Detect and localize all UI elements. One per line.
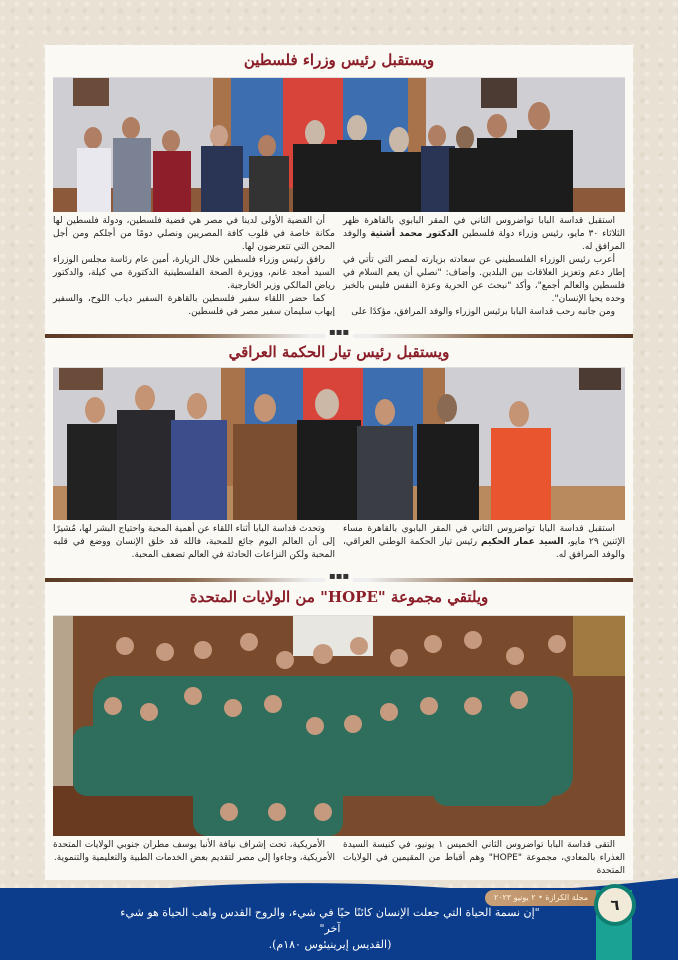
palestine-paragraph-4: أن القضية الأولى لدينا في مصر هي قضية فلسطين، ودولة فلسطين لها مكانة خاصة في قلوب كافة المصريين ونصلي دومًا من أجلكم ومن أجل المحن التي تتعرضون لها.: [53, 216, 335, 252]
palestine-paragraph-6: كما حضر اللقاء سفير فلسطين بالقاهرة السفير دياب اللوح، والسفير إيهاب سليمان سفير مصر في فلسطين.: [53, 294, 335, 317]
iraq-paragraph-2: وتحدث قداسة البابا أثناء اللقاء عن أهمية المحبة واحتياج البشر لها، مُشيرًا إلى أن العالم اليوم جائع للمحبة، فالله قد خلق الإنسان ووضع في قلبه المحبة ولكن النزاعات الحادثة في العالم تضعف المحبة.: [53, 524, 335, 560]
palestine-paragraph-5: رافق رئيس وزراء فلسطين خلال الزيارة، أمين عام رئاسة مجلس الوزراء السيد أمجد غانم، ووزيرة الصحة الفلسطينية الدكتورة مي كيلة، والدكتور رياض المالكي وزير الخارجية.: [53, 255, 335, 291]
palestine-paragraph-3: ومن جانبه رحب قداسة البابا برئيس الوزراء والوفد المرافق، مؤكدًا على: [351, 307, 615, 317]
photo-palestine-delegation: [53, 77, 625, 212]
photo-palestine-image: [53, 78, 625, 212]
page-number: ٦: [594, 884, 636, 926]
palestine-paragraph-2: أعرب رئيس الوزراء الفلسطيني عن سعادته بزيارته لمصر التي تأتي في إطار دعم وتعزيز العلاقات بين البلدين. وأضاف: "نصلي أن يعم السلام في فلسطين والعالم أجمع"، وأكد "نبحث عن الحرية وعزة النفس فليس بالخبز وحده يحيا الإنسان".: [343, 255, 625, 304]
section-title-palestine: ويستقبل رئيس وزراء فلسطين: [243, 51, 435, 69]
separator-dots: ▪▪▪: [325, 572, 353, 582]
footer-quote-text: "إن نسمة الحياة التي جعلت الإنسان كائنًا حيًا في شيء، والروح القدس واهب الحياة هو شيء آخر": [120, 906, 540, 935]
photo-iraq-image: [53, 368, 625, 520]
photo-hope-image: [53, 616, 625, 836]
photo-iraq-delegation: [53, 367, 625, 520]
iraq-text-left: [53, 523, 335, 562]
hope-paragraph-2: الأمريكية، تحت إشراف نيافة الأنبا يوسف مطران جنوبي الولايات المتحدة الأمريكية، وجاءوا إلى مصر لتقديم بعض الخدمات الطبية والتعليمية والتنموية.: [53, 840, 335, 863]
highlighted-name: السيد عمار الحكيم: [481, 537, 564, 547]
hope-text-left: [53, 839, 335, 865]
highlighted-name: الدكتور محمد أشتية: [370, 229, 459, 239]
section-separator: [45, 571, 633, 582]
separator-dots: ▪▪▪: [325, 328, 353, 338]
hope-text-right: [343, 839, 625, 878]
iraq-paragraph-1: استقبل قداسة البابا تواضروس الثاني في المقر البابوي بالقاهرة مساء الإثنين ٢٩ مايو، السيد عمار الحكيم رئيس تيار الحكمة الوطني العراقي، والوفد المرافق له.: [343, 524, 625, 560]
palestine-text-left: [53, 215, 335, 319]
iraq-text-right: [343, 523, 625, 562]
photo-hope-group: [53, 615, 625, 836]
section-separator: [45, 327, 633, 338]
footer-quote-attribution: (القديس إيرينيئوس ١٨٠م).: [268, 938, 392, 951]
article-panel: [45, 45, 633, 880]
section-title-iraq: ويستقبل رئيس تيار الحكمة العراقي: [228, 343, 450, 361]
hope-paragraph-1: التقى قداسة البابا تواضروس الثاني الخميس ١ يونيو، في كنيسة السيدة العذراء بالمعادي، مجموعة "HOPE" وهم أقباط من المقيمين في الولايات المتحدة: [343, 840, 625, 876]
palestine-paragraph-1: استقبل قداسة البابا تواضروس الثاني في المقر البابوي بالقاهرة ظهر الثلاثاء ٣٠ مايو، رئيس وزراء دولة فلسطين الدكتور محمد أشتية والوفد المرافق له.: [343, 216, 625, 252]
palestine-text-right: [343, 215, 625, 319]
section-title-hope: ويلتقي مجموعة "HOPE" من الولايات المتحدة: [189, 588, 489, 606]
magazine-issue-label: مجلة الكرازة • ٢ يونيو ٢٠٢٣: [485, 890, 597, 906]
footer-quote: [120, 905, 540, 953]
